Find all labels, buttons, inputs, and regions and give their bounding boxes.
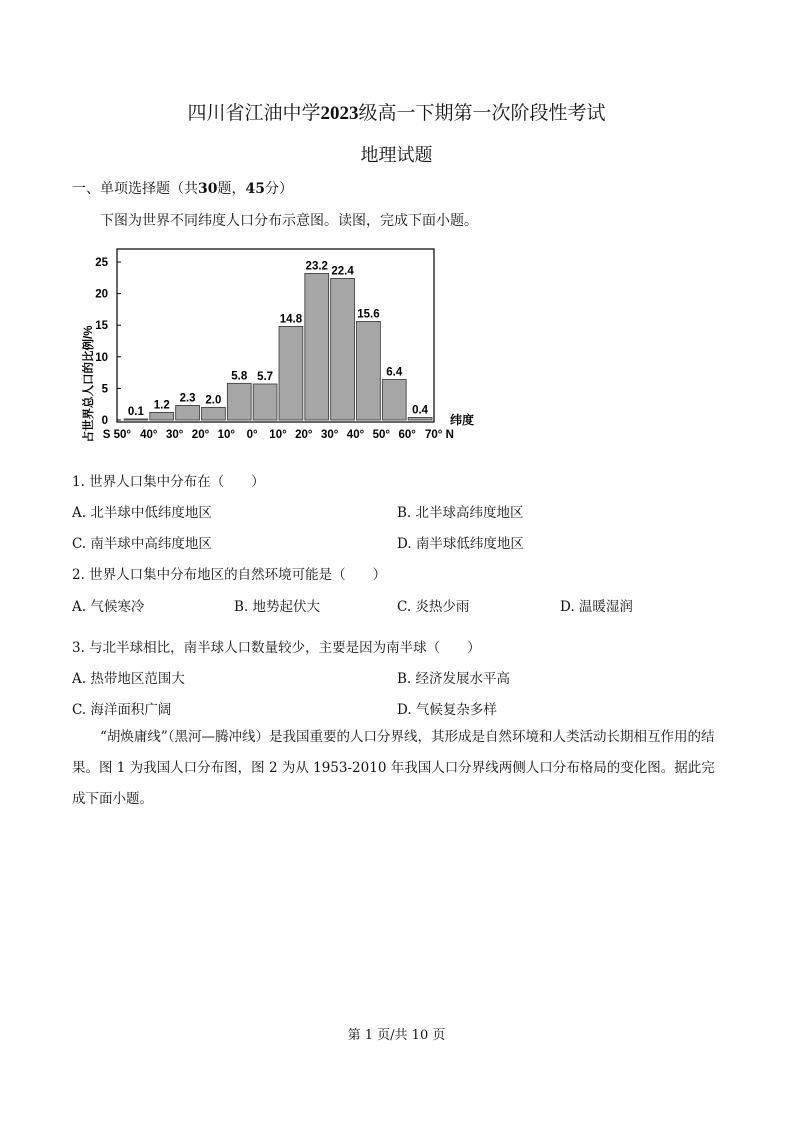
bar <box>279 326 303 420</box>
x-tick-label: 30° <box>320 429 339 441</box>
bar <box>382 380 406 420</box>
q3-option-b[interactable]: B. 经济发展水平高 <box>397 671 511 687</box>
q3-option-a[interactable]: A. 热带地区范围大 <box>72 671 185 687</box>
y-tick-label: 5 <box>101 383 108 396</box>
bar-value-label: 14.8 <box>279 313 303 326</box>
q1-option-d[interactable]: D. 南半球低纬度地区 <box>397 536 524 552</box>
q3-option-c[interactable]: C. 海洋面积广阔 <box>72 702 172 718</box>
q1-option-b[interactable]: B. 北半球高纬度地区 <box>397 505 524 521</box>
exam-title: 四川省江油中学2023级高一下期第一次阶段性考试 <box>187 102 606 124</box>
q1-option-c[interactable]: C. 南半球中高纬度地区 <box>72 536 212 552</box>
question-2-stem: 2. 世界人口集中分布地区的自然环境可能是（ ） <box>72 567 387 583</box>
bar <box>305 273 329 420</box>
bar <box>331 278 355 420</box>
bar-value-label: 5.7 <box>257 370 274 383</box>
bar <box>253 384 277 420</box>
question-1-stem: 1. 世界人口集中分布在（ ） <box>72 474 265 490</box>
bar-value-label: 0.1 <box>127 406 144 418</box>
x-tick-label: 20° <box>191 429 210 441</box>
x-tick-label: 10° <box>269 429 287 441</box>
x-tick-label: 70° N <box>425 429 454 441</box>
x-tick-label: 40° <box>140 429 158 441</box>
x-tick-label: 20° <box>295 429 313 441</box>
latitude-population-chart <box>70 244 490 449</box>
y-tick-label: 25 <box>95 257 108 269</box>
q3-option-d[interactable]: D. 气候复杂多样 <box>397 702 497 718</box>
bar-value-label: 23.2 <box>305 260 328 273</box>
y-tick-label: 10 <box>95 351 108 364</box>
q2-option-d[interactable]: D. 温暖湿润 <box>560 599 633 615</box>
bar <box>150 412 174 420</box>
x-axis-label: 纬度 <box>450 413 475 427</box>
bar-value-label: 2.0 <box>205 394 222 407</box>
x-tick-label: 40° <box>346 429 365 441</box>
y-axis-label: 占世界总人口的比例/% <box>83 325 95 443</box>
bar-value-label: 22.4 <box>331 265 354 278</box>
q1-option-a[interactable]: A. 北半球中低纬度地区 <box>72 505 212 521</box>
bar-value-label: 6.4 <box>386 366 403 379</box>
bar-value-label: 0.4 <box>412 404 429 417</box>
bar-value-label: 15.6 <box>357 308 380 321</box>
q2-option-b[interactable]: B. 地势起伏大 <box>234 599 321 615</box>
page-footer: 第 1 页/共 10 页 <box>347 1028 446 1043</box>
q2-option-a[interactable]: A. 气候寒冷 <box>72 599 145 615</box>
y-tick-label: 15 <box>95 320 108 333</box>
q2-option-c[interactable]: C. 炎热少雨 <box>397 599 470 615</box>
bar <box>408 417 432 420</box>
bar-value-label: 5.8 <box>231 370 248 383</box>
section-intro: 下图为世界不同纬度人口分布示意图。读图，完成下面小题。 <box>100 213 478 229</box>
reading-passage: “胡焕庸线”（黑河—腾冲线）是我国重要的人口分界线，其形成是自然环境和人类活动长期相互作用的结果。图 1 为我国人口分布图，图 2 为从 1953-2010 年我国人口分界线两侧人口分布格局的变化图。据此完成下面小题。 <box>72 729 715 807</box>
exam-subtitle: 地理试题 <box>360 145 433 166</box>
y-tick-label: 20 <box>95 288 108 301</box>
bar <box>227 383 251 420</box>
question-3-stem: 3. 与北半球相比，南半球人口数量较少，主要是因为南半球（ ） <box>72 640 481 656</box>
x-tick-label: 0° <box>246 429 258 441</box>
x-tick-label: S 50° <box>102 429 131 441</box>
bar-value-label: 2.3 <box>179 392 196 405</box>
section-heading: 一、单项选择题（共30题，45分） <box>72 181 293 197</box>
x-tick-label: 30° <box>165 429 184 441</box>
bar <box>357 321 381 420</box>
bar <box>202 407 226 420</box>
x-tick-label: 10° <box>217 429 236 441</box>
x-tick-label: 60° <box>398 429 416 441</box>
bar-value-label: 1.2 <box>153 399 170 412</box>
x-tick-label: 50° <box>372 429 391 441</box>
y-tick-label: 0 <box>101 415 108 427</box>
bar <box>176 405 200 420</box>
bar <box>124 419 148 420</box>
